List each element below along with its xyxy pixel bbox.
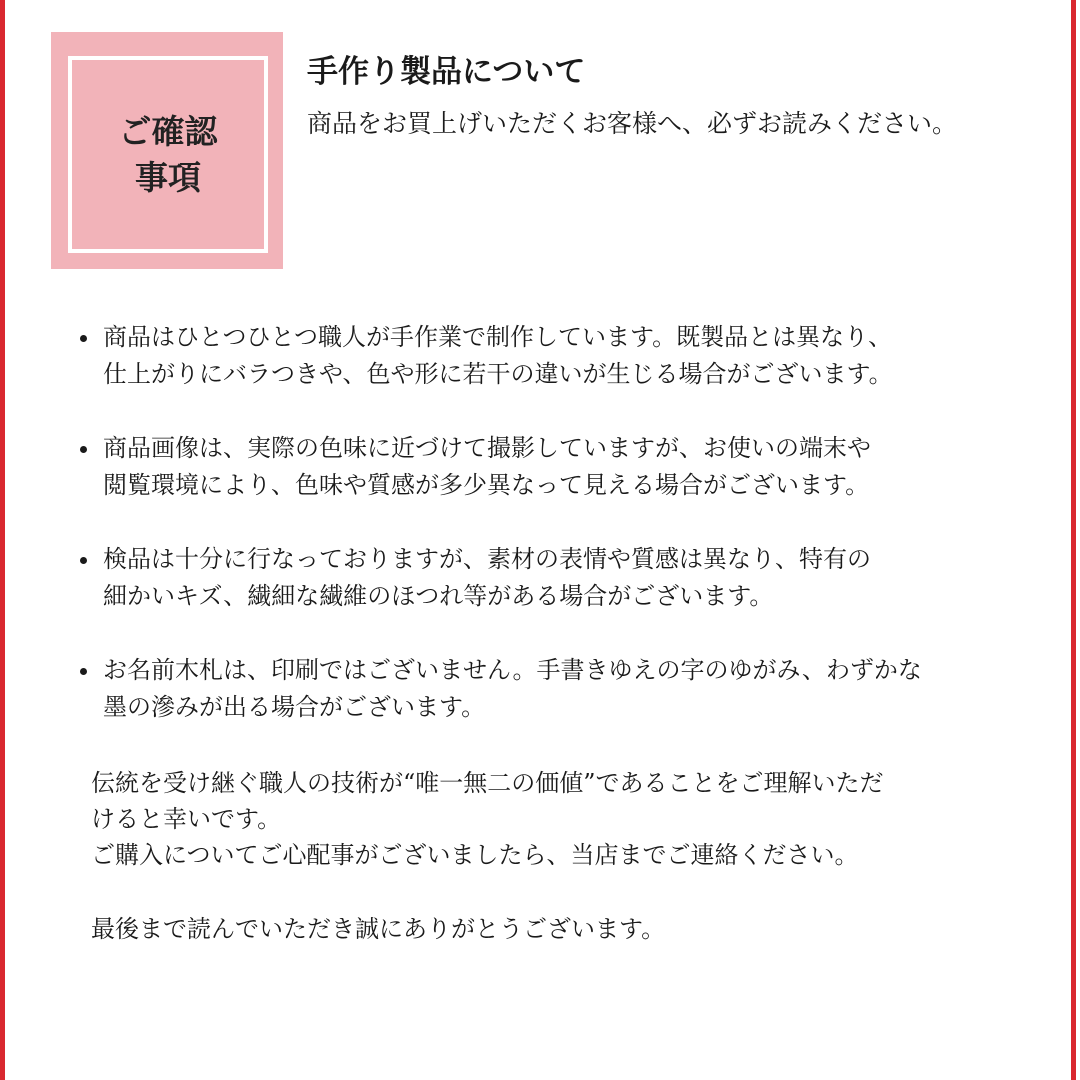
notice-item-line: 検品は十分に行なっておりますが、素材の表情や質感は異なり、特有の	[103, 545, 871, 573]
notice-item-inspection	[78, 541, 1038, 615]
notice-item-colors	[78, 430, 1038, 504]
notice-item-line: 商品画像は、実際の色味に近づけて撮影していますが、お使いの端末や	[103, 434, 871, 462]
notice-item-line: 墨の滲みが出る場合がございます。	[103, 693, 486, 721]
notice-item-line: 細かいキズ、繊細な繊維のほつれ等がある場合がございます。	[103, 582, 774, 610]
notice-badge-text	[119, 109, 218, 201]
badge-line-1: ご確認	[118, 111, 218, 151]
closing-line: けると幸いです。	[91, 805, 282, 833]
notice-item-line: 閲覧環境により、色味や質感が多少異なって見える場合がございます。	[103, 471, 870, 499]
bullet-dot-icon	[80, 446, 87, 453]
notice-item-nameplate	[78, 652, 1038, 726]
frame-border-right	[1071, 0, 1076, 1080]
thanks-line: 最後まで読んでいただき誠にありがとうございます。	[91, 915, 666, 943]
notice-item-handmade	[78, 319, 1038, 393]
page-title: 手作り製品について	[307, 54, 586, 90]
notice-badge-frame	[68, 56, 268, 253]
closing-line: 伝統を受け継ぐ職人の技術が“唯一無二の価値”であることをご理解いただ	[91, 769, 884, 797]
bullet-dot-icon	[80, 335, 87, 342]
bullet-dot-icon	[80, 668, 87, 675]
closing-message	[91, 765, 1031, 947]
page-subtitle: 商品をお買上げいただくお客様へ、必ずお読みください。	[307, 109, 958, 138]
closing-line: ご購入についてご心配事がございましたら、当店までご連絡ください。	[91, 841, 859, 869]
notice-badge	[51, 32, 283, 269]
badge-line-2: 事項	[135, 157, 201, 197]
notice-item-line: 商品はひとつひとつ職人が手作業で制作しています。既製品とは異なり、	[103, 323, 893, 351]
notice-item-line: お名前木札は、印刷ではございません。手書きゆえの字のゆがみ、わずかな	[103, 656, 922, 684]
frame-border-left	[0, 0, 5, 1080]
notice-item-line: 仕上がりにバラつきや、色や形に若干の違いが生じる場合がございます。	[103, 360, 893, 388]
notice-list	[78, 319, 1038, 763]
bullet-dot-icon	[80, 557, 87, 564]
